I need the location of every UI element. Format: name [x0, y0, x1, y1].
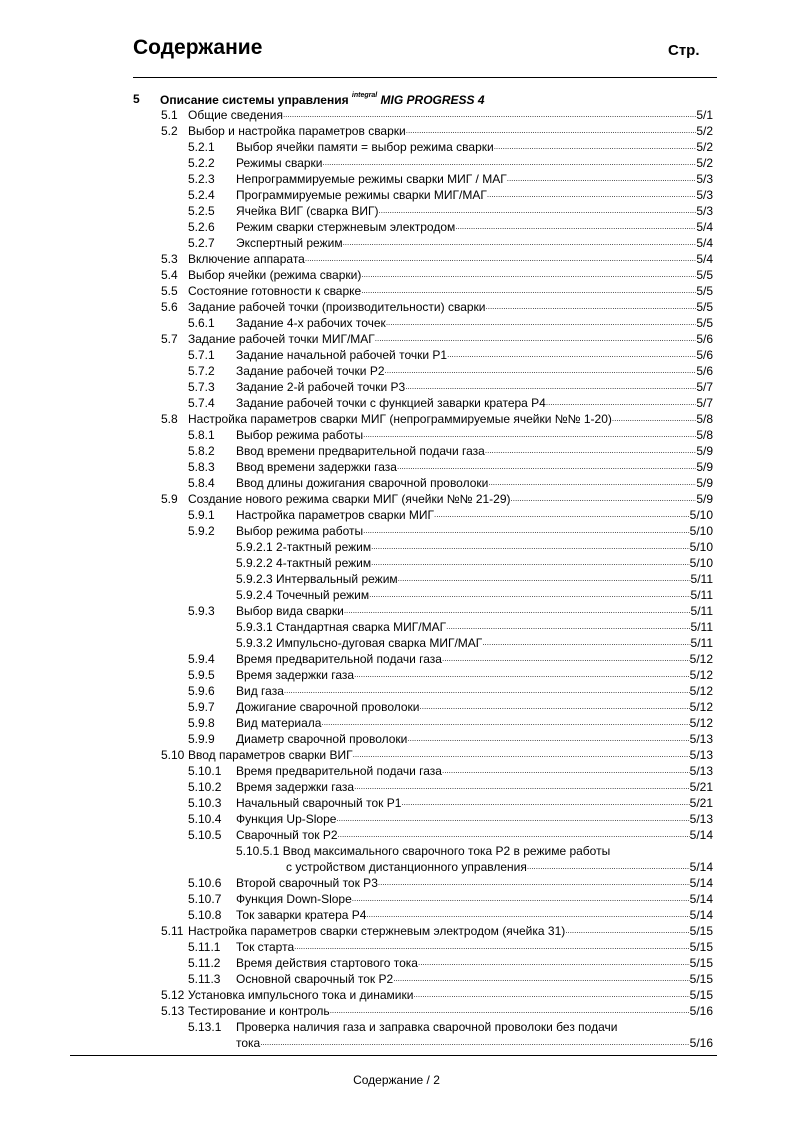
toc-dot-leader [565, 923, 689, 939]
toc-dot-leader [371, 555, 690, 571]
toc-entry-page: 5/14 [689, 892, 713, 906]
toc-entry-number: 5.2.4 [188, 188, 215, 202]
toc-entry [0, 107, 793, 123]
toc-entry [0, 875, 793, 891]
toc-entry-number: 5.7.2 [188, 364, 215, 378]
toc-entry-title: Диаметр сварочной проволоки [236, 732, 408, 746]
toc-dot-leader [375, 331, 697, 347]
toc-entry-title: Проверка наличия газа и заправка сварочной проволоки без подачи [236, 1020, 618, 1034]
toc-dot-leader [420, 699, 690, 715]
toc-entry-number: 5.10.4 [188, 812, 222, 826]
toc-entry [0, 395, 793, 411]
toc-entry-title: 5.10.5.1 Ввод максимального сварочного тока P2 в режиме работы [236, 844, 611, 858]
toc-entry [0, 811, 793, 827]
toc-entry-title: 5.9.2.4 Точечный режим [236, 588, 370, 602]
toc-dot-leader [442, 763, 690, 779]
toc-entry-title: Функция Down-Slope [236, 892, 352, 906]
toc-entry [0, 507, 793, 523]
toc-entry-title: Начальный сварочный ток P1 [236, 796, 402, 810]
toc-entry-number: 5.9.6 [188, 684, 215, 698]
toc-entry-number: 5.2.2 [188, 156, 215, 170]
toc-entry-page: 5/15 [689, 924, 713, 938]
toc-entry-number: 5.5 [161, 284, 178, 298]
toc-entry [0, 171, 793, 187]
toc-dot-leader [434, 507, 690, 523]
toc-entry-title: Время задержки газа [236, 668, 355, 682]
toc-entry-page: 5/21 [689, 796, 713, 810]
toc-entry-title: Настройка параметров сварки МИГ (непрограммируемые ячейки №№ 1-20) [188, 412, 612, 426]
toc-entry-page: 5/4 [696, 236, 713, 250]
toc-dot-leader [344, 603, 691, 619]
toc-entry [0, 571, 793, 587]
toc-entry-number: 5.8.4 [188, 476, 215, 490]
toc-entry [0, 267, 793, 283]
toc-entry-page: 5/13 [689, 732, 713, 746]
toc-entry [0, 283, 793, 299]
toc-entry [0, 363, 793, 379]
toc-entry [0, 299, 793, 315]
toc-entry-page: 5/13 [689, 812, 713, 826]
toc-entry-title: Выбор ячейки памяти = выбор режима сварки [236, 140, 494, 154]
toc-entry-title: Выбор ячейки (режима сварки) [188, 268, 362, 282]
toc-entry-title: 5.9.3.1 Стандартная сварка МИГ/МАГ [236, 620, 447, 634]
toc-dot-leader [455, 219, 696, 235]
toc-entry [0, 555, 793, 571]
toc-entry-title: Вид газа [236, 684, 284, 698]
toc-entry-number: 5.8 [161, 412, 178, 426]
toc-entry-number: 5.11.3 [188, 972, 221, 986]
table-of-contents [0, 107, 793, 1051]
toc-entry-page: 5/6 [696, 364, 713, 378]
toc-entry [0, 379, 793, 395]
toc-entry-number: 5.9.9 [188, 732, 215, 746]
toc-entry-number: 5.9.8 [188, 716, 215, 730]
toc-entry-title: Ввод параметров сварки ВИГ [188, 748, 353, 762]
toc-dot-leader [371, 539, 690, 555]
toc-entry-title: Ячейка ВИГ (сварка ВИГ) [236, 204, 379, 218]
toc-entry-title: Выбор режима работы [236, 524, 364, 538]
toc-entry-page: 5/11 [690, 572, 713, 586]
toc-entry-page: 5/2 [696, 124, 713, 138]
toc-entry-page: 5/16 [689, 1036, 713, 1050]
toc-dot-leader [363, 523, 690, 539]
toc-entry-page: 5/11 [690, 588, 713, 602]
toc-entry-number: 5.6 [161, 300, 178, 314]
toc-entry [0, 603, 793, 619]
toc-entry-title: Настройка параметров сварки стержневым электродом (ячейка 31) [188, 924, 566, 938]
toc-entry-page: 5/3 [696, 188, 713, 202]
toc-entry-title: Тестирование и контроль [188, 1004, 330, 1018]
toc-entry-number: 5.3 [161, 252, 178, 266]
toc-entry-number: 5.10.1 [188, 764, 222, 778]
toc-dot-leader [323, 155, 697, 171]
toc-entry [0, 923, 793, 939]
toc-dot-leader [363, 427, 696, 443]
toc-entry-page: 5/14 [689, 828, 713, 842]
toc-entry [0, 155, 793, 171]
toc-entry [0, 619, 793, 635]
toc-entry [0, 139, 793, 155]
toc-entry-title: Задание 4-х рабочих точек [236, 316, 386, 330]
toc-dot-leader [330, 1003, 690, 1019]
toc-entry [0, 251, 793, 267]
toc-dot-leader [386, 315, 697, 331]
toc-entry [0, 331, 793, 347]
toc-entry [0, 859, 793, 875]
toc-entry-number: 5.9.2 [188, 524, 215, 538]
toc-entry-number: 5.9.1 [188, 508, 215, 522]
toc-dot-leader [486, 299, 697, 315]
page-footer: Содержание / 2 [353, 1073, 440, 1087]
toc-entry-number: 5.10.6 [188, 876, 222, 890]
page-title: Содержание [133, 36, 263, 59]
toc-entry-page: 5/16 [689, 1004, 713, 1018]
toc-entry-page: 5/15 [689, 972, 713, 986]
toc-entry-number: 5.2.7 [188, 236, 215, 250]
toc-dot-leader [446, 619, 690, 635]
toc-entry-title: Режимы сварки [236, 156, 323, 170]
toc-entry-page: 5/5 [696, 284, 713, 298]
toc-entry [0, 123, 793, 139]
toc-dot-leader [369, 587, 690, 603]
toc-entry [0, 491, 793, 507]
toc-entry-number: 5.9.7 [188, 700, 215, 714]
toc-entry-title: Выбор режима работы [236, 428, 364, 442]
toc-entry-title: Время предварительной подачи газа [236, 652, 442, 666]
toc-entry [0, 891, 793, 907]
toc-dot-leader [283, 107, 696, 123]
toc-entry-title: Экспертный режим [236, 236, 343, 250]
toc-entry-page: 5/14 [689, 908, 713, 922]
toc-entry [0, 219, 793, 235]
toc-dot-leader [366, 907, 689, 923]
toc-entry-number: 5.11.1 [188, 940, 221, 954]
toc-entry [0, 523, 793, 539]
toc-entry-page: 5/12 [689, 700, 713, 714]
toc-entry [0, 731, 793, 747]
toc-entry-number: 5.7.1 [188, 348, 215, 362]
toc-dot-leader [343, 235, 697, 251]
toc-entry-title: Режим сварки стержневым электродом [236, 220, 456, 234]
toc-entry-title: Время предварительной подачи газа [236, 764, 442, 778]
toc-entry-page: 5/14 [689, 876, 713, 890]
toc-dot-leader [354, 779, 690, 795]
toc-entry [0, 315, 793, 331]
section-title-superscript: integral [351, 92, 378, 99]
toc-entry-number: 5.9.3 [188, 604, 215, 618]
toc-entry-page: 5/4 [696, 252, 713, 266]
toc-entry-page: 5/8 [696, 428, 713, 442]
toc-dot-leader [507, 171, 697, 187]
toc-entry-number: 5.13.1 [188, 1020, 222, 1034]
toc-entry [0, 907, 793, 923]
toc-entry-page: 5/9 [696, 444, 713, 458]
toc-entry [0, 235, 793, 251]
toc-entry-page: 5/5 [696, 268, 713, 282]
toc-entry-number: 5.1 [161, 108, 178, 122]
toc-dot-leader [361, 283, 696, 299]
toc-entry-title: Ввод длины дожигания сварочной проволоки [236, 476, 489, 490]
toc-entry-number: 5.9.4 [188, 652, 215, 666]
toc-dot-leader [336, 811, 689, 827]
toc-entry [0, 347, 793, 363]
toc-entry [0, 203, 793, 219]
toc-entry-page: 5/10 [689, 540, 713, 554]
toc-dot-leader [294, 939, 690, 955]
toc-dot-leader [407, 731, 689, 747]
toc-entry-number: 5.2.6 [188, 220, 215, 234]
toc-entry-number: 5.8.3 [188, 460, 215, 474]
toc-entry [0, 1019, 793, 1035]
toc-entry [0, 475, 793, 491]
toc-entry [0, 187, 793, 203]
toc-entry-page: 5/13 [689, 748, 713, 762]
toc-entry-title: Общие сведения [188, 108, 283, 122]
toc-entry-page: 5/12 [689, 716, 713, 730]
toc-entry-page: 5/4 [696, 220, 713, 234]
toc-entry-title: Программируемые режимы сварки МИГ/МАГ [236, 188, 487, 202]
toc-dot-leader [398, 571, 691, 587]
toc-entry [0, 699, 793, 715]
toc-entry-number: 5.4 [161, 268, 178, 282]
toc-dot-leader [442, 651, 690, 667]
toc-entry-title: Задание 2-й рабочей точки P3 [236, 380, 406, 394]
toc-entry-number: 5.7.3 [188, 380, 215, 394]
toc-entry [0, 651, 793, 667]
toc-entry-page: 5/9 [696, 460, 713, 474]
toc-entry-page: 5/11 [690, 620, 713, 634]
toc-entry-title: Дожигание сварочной проволоки [236, 700, 420, 714]
toc-entry-title: Состояние готовности к сварке [188, 284, 362, 298]
toc-entry-page: 5/14 [689, 860, 713, 874]
toc-dot-leader [378, 875, 690, 891]
toc-entry [0, 459, 793, 475]
toc-entry [0, 971, 793, 987]
toc-entry-title: Задание рабочей точки с функцией заварки кратера P4 [236, 396, 546, 410]
toc-dot-leader [379, 203, 697, 219]
toc-entry-title: Время действия стартового тока [236, 956, 418, 970]
toc-entry-page: 5/11 [690, 604, 713, 618]
toc-entry-page: 5/12 [689, 668, 713, 682]
toc-entry-number: 5.2.5 [188, 204, 215, 218]
toc-entry-title: с устройством дистанционного управления [286, 860, 527, 874]
toc-dot-leader [546, 395, 696, 411]
toc-entry-title: 5.9.2.1 2-тактный режим [236, 540, 372, 554]
toc-entry-title: Включение аппарата [188, 252, 305, 266]
toc-entry-number: 5.13 [161, 1004, 185, 1018]
toc-dot-leader [511, 491, 697, 507]
toc-entry-title: Задание начальной рабочей точки P1 [236, 348, 448, 362]
toc-entry-number: 5.10.2 [188, 780, 222, 794]
toc-entry [0, 715, 793, 731]
toc-entry-page: 5/21 [689, 780, 713, 794]
toc-entry-number: 5.11 [161, 924, 184, 938]
toc-dot-leader [401, 795, 689, 811]
toc-entry-title: Задание рабочей точки (производительности) сварки [188, 300, 486, 314]
toc-entry-page: 5/8 [696, 412, 713, 426]
toc-entry-page: 5/12 [689, 684, 713, 698]
toc-entry [0, 827, 793, 843]
toc-entry-title: Установка импульсного тока и динамики [188, 988, 414, 1002]
toc-entry-title: Функция Up-Slope [236, 812, 337, 826]
toc-entry-page: 5/3 [696, 204, 713, 218]
toc-dot-leader [482, 635, 690, 651]
toc-entry-number: 5.9.5 [188, 668, 215, 682]
toc-entry-title: Выбор и настройка параметров сварки [188, 124, 406, 138]
toc-entry-page: 5/13 [689, 764, 713, 778]
toc-entry-number: 5.6.1 [188, 316, 215, 330]
toc-dot-leader [284, 683, 690, 699]
toc-entry-title: Настройка параметров сварки МИГ [236, 508, 434, 522]
toc-entry-title: Сварочный ток P2 [236, 828, 338, 842]
toc-entry-number: 5.10.7 [188, 892, 222, 906]
toc-entry-page: 5/15 [689, 940, 713, 954]
toc-dot-leader [413, 987, 689, 1003]
toc-dot-leader [361, 267, 696, 283]
toc-entry-number: 5.10 [161, 748, 185, 762]
toc-entry-title: Задание рабочей точки P2 [236, 364, 385, 378]
toc-dot-leader [321, 715, 689, 731]
toc-dot-leader [494, 139, 697, 155]
toc-entry-number: 5.8.2 [188, 444, 215, 458]
header-rule [133, 77, 717, 78]
toc-entry-page: 5/15 [689, 988, 713, 1002]
footer-rule [70, 1055, 717, 1056]
toc-dot-leader [393, 971, 689, 987]
toc-entry-page: 5/1 [696, 108, 713, 122]
toc-entry [0, 763, 793, 779]
toc-entry-title: Второй сварочный ток P3 [236, 876, 378, 890]
toc-dot-leader [406, 123, 697, 139]
toc-entry-page: 5/2 [696, 140, 713, 154]
toc-entry-page: 5/5 [696, 316, 713, 330]
toc-dot-leader [338, 827, 690, 843]
page-column-label: Стр. [668, 42, 700, 59]
toc-entry-number: 5.9 [161, 492, 178, 506]
toc-dot-leader [352, 891, 690, 907]
toc-entry-page: 5/10 [689, 524, 713, 538]
section-number: 5 [133, 92, 140, 106]
toc-dot-leader [487, 187, 696, 203]
toc-entry [0, 955, 793, 971]
toc-entry-title: Ток старта [236, 940, 295, 954]
toc-dot-leader [305, 251, 696, 267]
toc-entry-title: Вид материала [236, 716, 322, 730]
toc-dot-leader [385, 363, 697, 379]
toc-entry-page: 5/2 [696, 156, 713, 170]
toc-entry-number: 5.11.2 [188, 956, 221, 970]
toc-entry [0, 667, 793, 683]
toc-entry-page: 5/7 [696, 380, 713, 394]
toc-entry-title: Задание рабочей точки МИГ/МАГ [188, 332, 375, 346]
toc-entry-number: 5.2 [161, 124, 178, 138]
toc-entry-page: 5/6 [696, 332, 713, 346]
toc-dot-leader [405, 379, 696, 395]
toc-entry-number: 5.7 [161, 332, 178, 346]
toc-entry-title: Создание нового режима сварки МИГ (ячейки №№ 21-29) [188, 492, 511, 506]
toc-entry-title: Непрограммируемые режимы сварки МИГ / МАГ [236, 172, 507, 186]
toc-entry [0, 443, 793, 459]
toc-dot-leader [447, 347, 696, 363]
toc-entry-title: тока [236, 1036, 261, 1050]
toc-entry-number: 5.10.3 [188, 796, 222, 810]
toc-entry-title: Время задержки газа [236, 780, 355, 794]
toc-entry-title: Выбор вида сварки [236, 604, 344, 618]
toc-entry-title: Основной сварочный ток P2 [236, 972, 394, 986]
toc-entry-page: 5/9 [696, 476, 713, 490]
toc-entry [0, 683, 793, 699]
toc-dot-leader [485, 443, 696, 459]
toc-entry-title: 5.9.2.2 4-тактный режим [236, 556, 372, 570]
toc-dot-leader [612, 411, 696, 427]
toc-entry-page: 5/3 [696, 172, 713, 186]
toc-entry-page: 5/10 [689, 508, 713, 522]
toc-entry [0, 1003, 793, 1019]
toc-entry [0, 539, 793, 555]
toc-entry-page: 5/7 [696, 396, 713, 410]
toc-entry-page: 5/10 [689, 556, 713, 570]
toc-entry-page: 5/15 [689, 956, 713, 970]
toc-entry-number: 5.10.8 [188, 908, 222, 922]
toc-entry [0, 987, 793, 1003]
toc-entry [0, 795, 793, 811]
toc-entry-number: 5.12 [161, 988, 185, 1002]
toc-entry-page: 5/5 [696, 300, 713, 314]
toc-entry [0, 587, 793, 603]
toc-entry-title: Ввод времени предварительной подачи газа [236, 444, 485, 458]
toc-dot-leader [527, 859, 690, 875]
toc-dot-leader [260, 1035, 689, 1051]
toc-entry-page: 5/9 [696, 492, 713, 506]
toc-entry-title: Ввод времени задержки газа [236, 460, 397, 474]
toc-dot-leader [353, 747, 690, 763]
toc-entry-number: 5.10.5 [188, 828, 222, 842]
toc-entry [0, 939, 793, 955]
toc-entry-page: 5/11 [690, 636, 713, 650]
toc-entry-number: 5.7.4 [188, 396, 215, 410]
toc-dot-leader [397, 459, 696, 475]
toc-entry [0, 427, 793, 443]
toc-entry-number: 5.2.3 [188, 172, 215, 186]
toc-dot-leader [488, 475, 696, 491]
toc-entry-number: 5.8.1 [188, 428, 215, 442]
toc-entry-title: Ток заварки кратера P4 [236, 908, 367, 922]
toc-entry-number: 5.2.1 [188, 140, 215, 154]
toc-entry [0, 779, 793, 795]
toc-entry [0, 635, 793, 651]
toc-entry-title: 5.9.3.2 Импульсно-дуговая сварка МИГ/МАГ [236, 636, 483, 650]
toc-entry [0, 747, 793, 763]
toc-entry-page: 5/12 [689, 652, 713, 666]
toc-dot-leader [418, 955, 690, 971]
toc-entry-title: 5.9.2.3 Интервальный режим [236, 572, 398, 586]
toc-entry [0, 411, 793, 427]
toc-dot-leader [354, 667, 690, 683]
section-title: Описание системы управления $^{integral}$ MIG PROGRESS 4 [160, 92, 485, 107]
toc-entry [0, 1035, 793, 1051]
toc-entry-page: 5/6 [696, 348, 713, 362]
toc-entry [0, 843, 793, 859]
